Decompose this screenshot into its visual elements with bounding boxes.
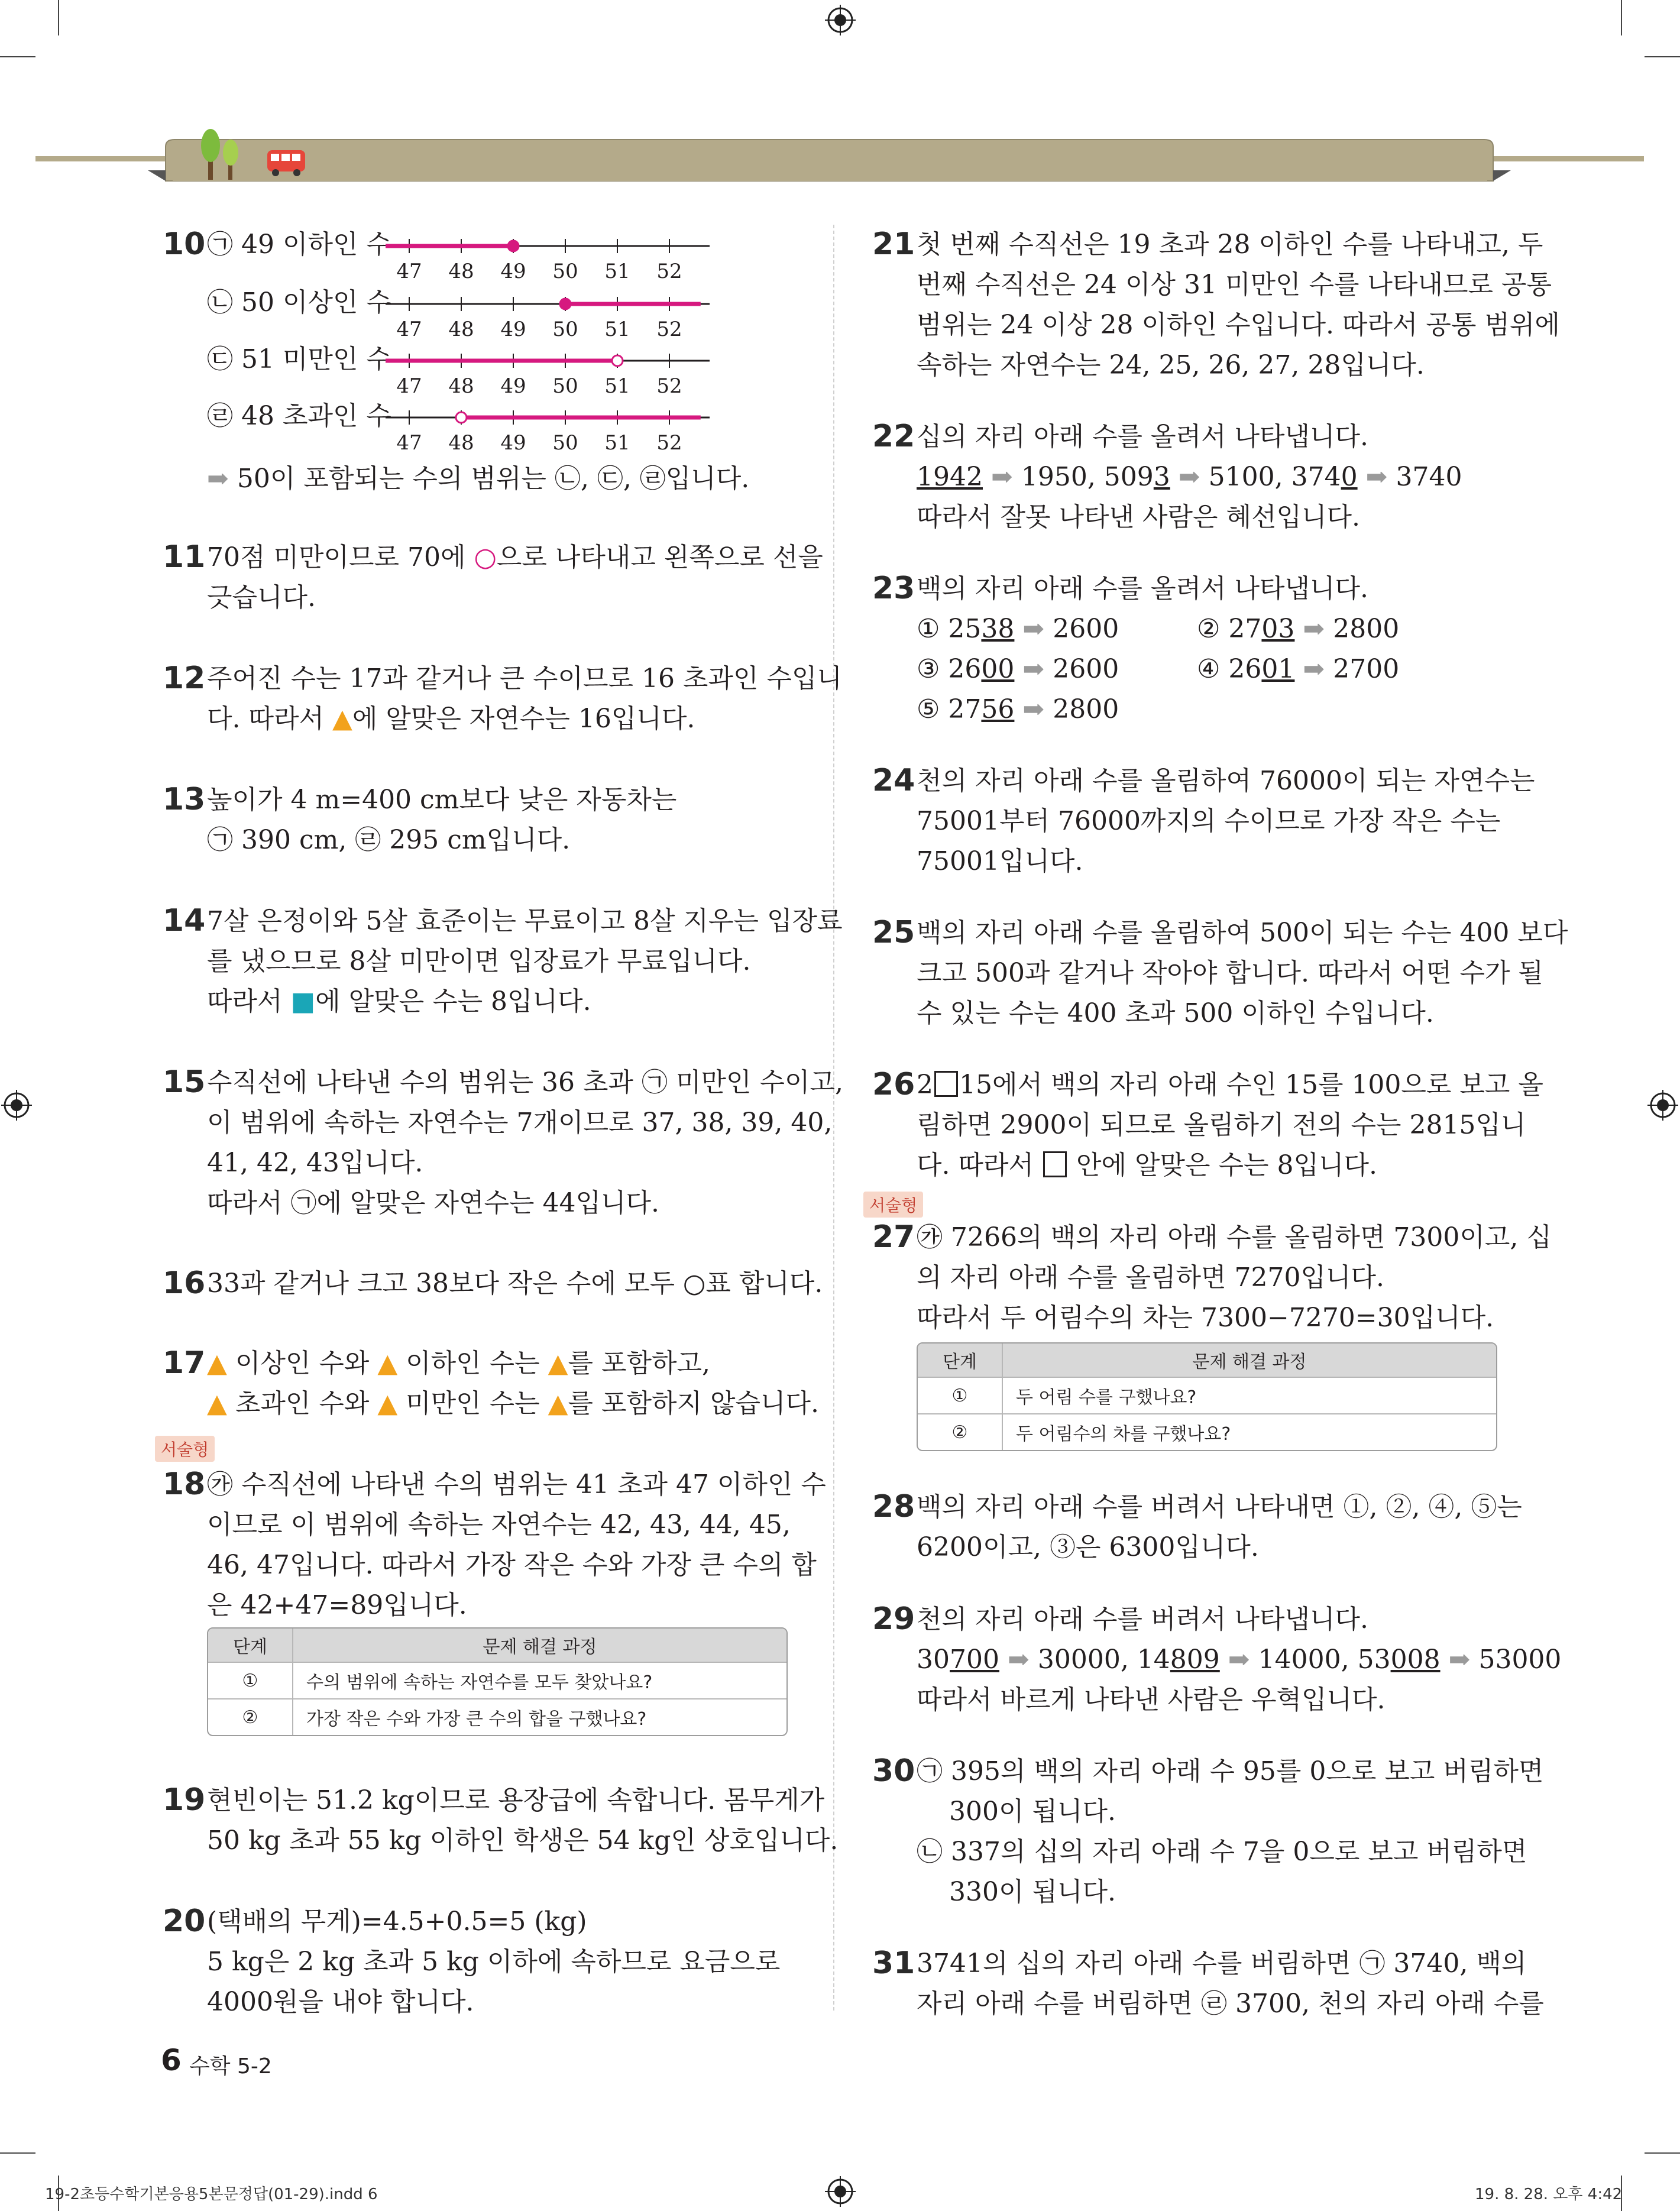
q23-text: ④ 26 [1197, 654, 1262, 684]
crop-mark-bottom-right [1645, 2152, 1680, 2154]
triangle-icon: ▲ [332, 704, 352, 734]
q10-item-b: ㉡ 50 이상인 수 [207, 287, 391, 318]
table-cell: 두 어림수의 차를 구했나요? [1003, 1413, 1496, 1450]
q21-line2: 번째 수직선은 24 이상 31 미만인 수를 나타내므로 공통 [917, 270, 1552, 300]
q27-number: 27 [872, 1219, 915, 1255]
q26-line2: 림하면 2900이 되므로 올림하기 전의 수는 2815입니 [917, 1110, 1526, 1140]
table-cell: ② [918, 1413, 1003, 1450]
number-line-a [384, 231, 716, 284]
q26-text: 15에서 백의 자리 아래 수인 15를 100으로 보고 올 [959, 1070, 1543, 1100]
q29-value: 30000, 14 [1037, 1645, 1170, 1675]
q19-number: 19 [163, 1782, 206, 1818]
q24-line1: 천의 자리 아래 수를 올림하여 76000이 되는 자연수는 [917, 766, 1535, 796]
triangle-icon: ▲ [377, 1348, 398, 1378]
q26-text: 안에 알맞은 수는 8입니다. [1067, 1150, 1377, 1180]
q12-text: 다. 따라서 [207, 704, 332, 734]
q23-text: 2700 [1333, 654, 1400, 684]
q18-steps-table [207, 1627, 788, 1736]
table-cell: 두 어림 수를 구했나요? [1003, 1377, 1496, 1413]
triangle-icon: ▲ [207, 1388, 227, 1419]
q19-line1: 현빈이는 51.2 kg이므로 용장급에 속합니다. 몸무게가 [207, 1785, 825, 1815]
q22-value: 1950, 509 [1021, 462, 1154, 492]
tick-label: 50 [552, 260, 578, 283]
q11-number: 11 [163, 539, 206, 575]
tick-label: 47 [396, 431, 422, 455]
q12-number: 12 [163, 661, 206, 696]
crop-mark-right-v [1621, 0, 1622, 35]
q29-value: 53000 [1478, 1645, 1562, 1675]
q25-line1: 백의 자리 아래 수를 올림하여 500이 되는 수는 400 보다 [917, 918, 1568, 948]
table-header: 문제 해결 과정 [293, 1629, 786, 1662]
arrow-icon: ➡ [207, 464, 229, 494]
tick-label: 52 [656, 260, 682, 283]
table-row [918, 1413, 1496, 1450]
column-divider [833, 225, 834, 2011]
triangle-icon: ▲ [548, 1348, 568, 1378]
q14-text: 에 알맞은 수는 8입니다. [315, 986, 591, 1017]
q17-number: 17 [163, 1345, 206, 1381]
q26-number: 26 [872, 1067, 915, 1102]
q28-number: 28 [872, 1489, 915, 1524]
print-date: 19. 8. 28. 오후 4:42 [1475, 2186, 1623, 2203]
triangle-icon: ▲ [207, 1348, 227, 1378]
q29-line2 [917, 1640, 1561, 1680]
q19-line2: 50 kg 초과 55 kg 이하인 학생은 54 kg인 상호입니다. [207, 1825, 839, 1856]
registration-mark-left-icon [1, 1090, 32, 1121]
tick-label: 50 [552, 374, 578, 398]
tick-label: 50 [552, 318, 578, 341]
tick-label: 51 [604, 374, 630, 398]
q23-text: 01 [1261, 654, 1295, 684]
arrow-icon: ➡ [1022, 614, 1045, 644]
q23-number: 23 [872, 571, 915, 606]
q29-line3: 따라서 바르게 나타낸 사람은 우혁입니다. [917, 1685, 1386, 1715]
q10-item-d: ㉣ 48 초과인 수 [207, 401, 391, 431]
q25-number: 25 [872, 915, 915, 950]
q30-line2: 300이 됩니다. [949, 1796, 1116, 1827]
table-row [208, 1662, 786, 1698]
q20-line1: (택배의 무게)=4.5+0.5=5 (kg) [207, 1906, 587, 1937]
q24-line2: 75001부터 76000까지의 수이므로 가장 작은 수는 [917, 806, 1501, 836]
q30-number: 30 [872, 1753, 915, 1789]
tick-label: 52 [656, 318, 682, 341]
q10-item-a: ㉠ 49 이하인 수 [207, 229, 391, 260]
tick-label: 48 [448, 374, 474, 398]
q16-number: 16 [163, 1265, 206, 1301]
q14-number: 14 [163, 903, 206, 938]
tick-label: 49 [500, 260, 526, 283]
tick-label: 48 [448, 431, 474, 455]
table-header: 문제 해결 과정 [1003, 1344, 1496, 1377]
q15-line4: 따라서 ㉠에 알맞은 자연수는 44입니다. [207, 1188, 659, 1218]
q23-text: 2600 [1053, 614, 1119, 644]
q14-text: 따라서 [207, 986, 291, 1017]
q15-number: 15 [163, 1064, 206, 1100]
crop-mark-top-left [0, 56, 35, 57]
arrow-icon: ➡ [1365, 462, 1388, 492]
arrow-icon: ➡ [1022, 694, 1045, 724]
tick-label: 51 [604, 260, 630, 283]
q28-line1: 백의 자리 아래 수를 버려서 나타내면 ①, ②, ④, ⑤는 [917, 1492, 1522, 1522]
number-line-d [384, 402, 716, 455]
table-cell: ① [208, 1662, 293, 1698]
q23-text: 00 [981, 654, 1015, 684]
tick-label: 51 [604, 318, 630, 341]
registration-mark-bottom-icon [825, 2176, 856, 2207]
q21-line3: 범위는 24 이상 28 이하인 수입니다. 따라서 공통 범위에 [917, 310, 1560, 340]
tick-label: 48 [448, 318, 474, 341]
q15-line1: 수직선에 나타낸 수의 범위는 36 초과 ㉠ 미만인 수이고, [207, 1067, 843, 1098]
q23-text: 38 [981, 614, 1015, 644]
q22-value: 3740 [1396, 462, 1462, 492]
q29-value: 14000, 53 [1258, 1645, 1391, 1675]
q17-line1 [207, 1344, 710, 1384]
q23-item3 [917, 649, 1119, 689]
arrow-icon: ➡ [1303, 654, 1325, 684]
q29-line1: 천의 자리 아래 수를 버려서 나타냅니다. [917, 1604, 1368, 1634]
arrow-icon: ➡ [1228, 1645, 1250, 1675]
q13-line2: ㉠ 390 cm, ㉣ 295 cm입니다. [207, 825, 571, 855]
number-line-c [384, 345, 716, 399]
q11-text: 70점 미만이므로 70에 [207, 542, 474, 572]
q23-item1 [917, 609, 1119, 649]
crop-mark-top-right [1645, 56, 1680, 57]
number-line-b [384, 289, 716, 342]
q30-line4: 330이 됩니다. [949, 1877, 1116, 1907]
q27-steps-table [917, 1342, 1497, 1451]
q12-line1: 주어진 수는 17과 같거나 큰 수이므로 16 초과인 수입니 [207, 663, 842, 694]
q22-value: 5100, 374 [1208, 462, 1341, 492]
q23-text: ② 27 [1197, 614, 1262, 644]
q29-value: 700 [950, 1645, 999, 1675]
crop-mark-bottom-left [0, 2152, 35, 2154]
q17-text: 이상인 수와 [226, 1348, 378, 1378]
q29-value: 809 [1170, 1645, 1220, 1675]
q17-text: 를 포함하지 않습니다. [568, 1388, 819, 1419]
q13-line1: 높이가 4 m=400 cm보다 낮은 자동차는 [207, 785, 677, 815]
triangle-icon: ▲ [377, 1388, 398, 1419]
q26-line1 [917, 1065, 1543, 1105]
q31-line1: 3741의 십의 자리 아래 수를 버림하면 ㉠ 3740, 백의 [917, 1948, 1527, 1979]
table-row [918, 1377, 1496, 1413]
q14-line1: 7살 은정이와 5살 효준이는 무료이고 8살 지우는 입장료 [207, 906, 843, 936]
file-info: 19-2초등수학기본응용5본문정답(01-29).indd 6 [45, 2186, 378, 2203]
q17-text: 미만인 수는 [397, 1388, 548, 1419]
q14-line3 [207, 982, 591, 1022]
q10-conclusion-text: 50이 포함되는 수의 범위는 ㉡, ㉢, ㉣입니다. [237, 464, 750, 494]
q29-number: 29 [872, 1601, 915, 1637]
blank-box-icon [1043, 1151, 1067, 1177]
q22-value: 3 [1153, 462, 1170, 492]
arrow-icon: ➡ [990, 462, 1013, 492]
bus-icon [266, 148, 307, 177]
q23-text: ⑤ 27 [917, 694, 982, 724]
registration-mark-top-icon [825, 5, 856, 35]
arrow-icon: ➡ [1007, 1645, 1030, 1675]
tick-label: 47 [396, 260, 422, 283]
q21-line1: 첫 번째 수직선은 19 초과 28 이하인 수를 나타내고, 두 [917, 229, 1543, 260]
arrow-icon: ➡ [1022, 654, 1045, 684]
q18-number: 18 [163, 1467, 206, 1502]
table-cell: 수의 범위에 속하는 자연수를 모두 찾았나요? [293, 1662, 786, 1698]
q22-value: 1942 [917, 462, 983, 492]
q23-text: 2600 [1053, 654, 1119, 684]
tick-label: 49 [500, 431, 526, 455]
q29-value: 30 [917, 1645, 950, 1675]
q21-line4: 속하는 자연수는 24, 25, 26, 27, 28입니다. [917, 350, 1425, 380]
q10-number: 10 [163, 226, 206, 262]
q25-line3: 수 있는 수는 400 초과 500 이하인 수입니다. [917, 998, 1434, 1028]
q15-line2: 이 범위에 속하는 자연수는 7개이므로 37, 38, 39, 40, [207, 1108, 833, 1138]
q17-text: 이하인 수는 [397, 1348, 548, 1378]
q20-number: 20 [163, 1904, 206, 1939]
q27-line3: 따라서 두 어림수의 차는 7300−7270=30입니다. [917, 1303, 1494, 1333]
page-number: 6 [161, 2043, 182, 2077]
q11-line1 [207, 538, 823, 578]
q16-line1: 33과 같거나 크고 38보다 작은 수에 모두 ○표 합니다. [207, 1268, 823, 1299]
crop-mark-left-v [58, 0, 59, 35]
q23-item2 [1197, 609, 1399, 649]
table-header: 단계 [918, 1344, 1003, 1377]
q23-item4 [1197, 649, 1399, 689]
registration-mark-right-icon [1647, 1090, 1678, 1121]
q23-text: 2800 [1053, 694, 1119, 724]
open-point [612, 355, 623, 366]
subject-label: 수학 5-2 [189, 2054, 272, 2079]
blank-box-icon [934, 1071, 958, 1097]
q17-text: 를 포함하고, [568, 1348, 710, 1378]
q20-line3: 4000원을 내야 합니다. [207, 1987, 474, 2017]
descriptive-badge: 서술형 [155, 1436, 215, 1462]
q26-text: 2 [917, 1070, 933, 1100]
q23-text: ① 25 [917, 614, 982, 644]
tick-label: 49 [500, 318, 526, 341]
arrow-icon: ➡ [1178, 462, 1200, 492]
table-row [208, 1698, 786, 1735]
q23-text: ③ 26 [917, 654, 982, 684]
q18-line2: 이므로 이 범위에 속하는 자연수는 42, 43, 44, 45, [207, 1510, 791, 1540]
q22-line3: 따라서 잘못 나타낸 사람은 혜선입니다. [917, 502, 1360, 532]
q30-line3: ㉡ 337의 십의 자리 아래 수 7을 0으로 보고 버림하면 [917, 1837, 1527, 1867]
q27-line1: ㉮ 7266의 백의 자리 아래 수를 올림하면 7300이고, 십 [917, 1222, 1552, 1252]
q23-line1: 백의 자리 아래 수를 올려서 나타냅니다. [917, 574, 1368, 604]
q14-line2: 를 냈으므로 8살 미만이면 입장료가 무료입니다. [207, 946, 751, 976]
tick-label: 47 [396, 374, 422, 398]
q10-item-c: ㉢ 51 미만인 수 [207, 344, 391, 374]
q17-line2 [207, 1384, 819, 1424]
tick-label: 52 [656, 431, 682, 455]
triangle-icon: ▲ [548, 1388, 568, 1419]
q18-line4: 은 42+47=89입니다. [207, 1590, 467, 1620]
q27-line2: 의 자리 아래 수를 올림하면 7270입니다. [917, 1262, 1384, 1293]
q11-text: 으로 나타내고 왼쪽으로 선을 [496, 542, 823, 572]
q31-line2: 자리 아래 수를 버림하면 ㉣ 3700, 천의 자리 아래 수를 [917, 1989, 1544, 2019]
q24-number: 24 [872, 763, 915, 798]
q22-line1: 십의 자리 아래 수를 올려서 나타냅니다. [917, 422, 1368, 452]
tree-icon [195, 127, 260, 180]
arrow-icon: ➡ [1303, 614, 1325, 644]
q12-line2 [207, 699, 695, 739]
q18-line3: 46, 47입니다. 따라서 가장 작은 수와 가장 큰 수의 합 [207, 1550, 817, 1580]
q23-item5 [917, 689, 1119, 730]
closed-point [560, 299, 571, 309]
q31-number: 31 [872, 1945, 915, 1981]
tick-label: 47 [396, 318, 422, 341]
q22-line2 [917, 457, 1462, 497]
table-cell: 가장 작은 수와 가장 큰 수의 합을 구했나요? [293, 1698, 786, 1735]
q23-text: 56 [981, 694, 1015, 724]
tick-label: 48 [448, 260, 474, 283]
q29-value: 008 [1390, 1645, 1441, 1675]
table-cell: ② [208, 1698, 293, 1735]
q13-number: 13 [163, 782, 206, 817]
closed-point [508, 241, 519, 251]
table-header: 단계 [208, 1629, 293, 1662]
q23-text: 2800 [1333, 614, 1400, 644]
q15-line3: 41, 42, 43입니다. [207, 1148, 423, 1178]
q21-number: 21 [872, 226, 915, 262]
descriptive-badge: 서술형 [863, 1192, 923, 1218]
q11-line2: 긋습니다. [207, 582, 316, 613]
arrow-icon: ➡ [1448, 1645, 1471, 1675]
q26-line3 [917, 1145, 1377, 1186]
open-circle-icon: ○ [474, 542, 497, 572]
q18-line1: ㉮ 수직선에 나타낸 수의 범위는 41 초과 47 이하인 수 [207, 1469, 826, 1500]
q25-line2: 크고 500과 같거나 작아야 합니다. 따라서 어떤 수가 될 [917, 958, 1543, 988]
q23-text: 03 [1261, 614, 1295, 644]
tick-label: 52 [656, 374, 682, 398]
q22-value: 0 [1341, 462, 1358, 492]
table-cell: ① [918, 1377, 1003, 1413]
q30-line1: ㉠ 395의 백의 자리 아래 수 95를 0으로 보고 버림하면 [917, 1756, 1544, 1786]
tick-label: 50 [552, 431, 578, 455]
q12-text: 에 알맞은 자연수는 16입니다. [352, 704, 695, 734]
q22-number: 22 [872, 419, 915, 454]
q20-line2: 5 kg은 2 kg 초과 5 kg 이하에 속하므로 요금으로 [207, 1947, 781, 1977]
tick-label: 51 [604, 431, 630, 455]
q26-text: 다. 따라서 [917, 1150, 1042, 1180]
q17-text: 초과인 수와 [226, 1388, 378, 1419]
open-point [456, 412, 467, 423]
square-icon: ■ [290, 986, 316, 1017]
tick-label: 49 [500, 374, 526, 398]
q24-line3: 75001입니다. [917, 846, 1083, 876]
q10-conclusion [207, 459, 749, 499]
q28-line2: 6200이고, ③은 6300입니다. [917, 1532, 1259, 1562]
